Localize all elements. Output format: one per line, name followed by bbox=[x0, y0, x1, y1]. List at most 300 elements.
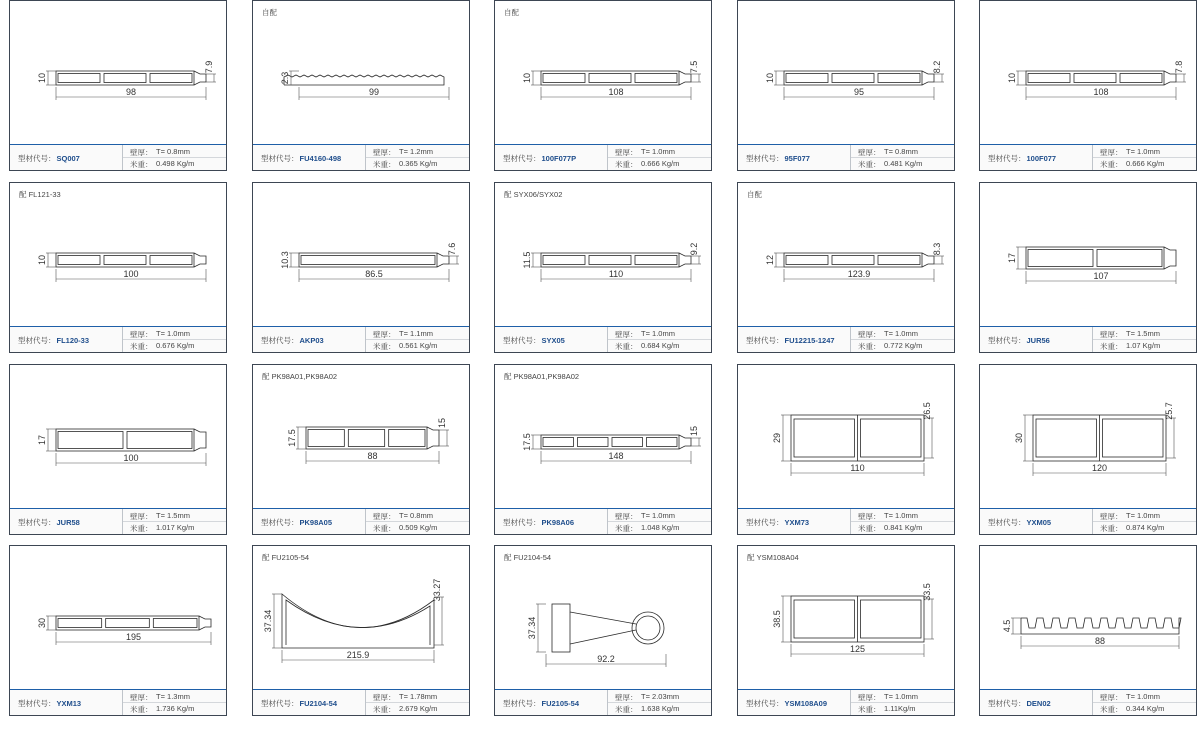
weight-label: 米重： bbox=[858, 705, 881, 714]
weight-row bbox=[123, 339, 226, 351]
right-height-label: 33.27 bbox=[432, 578, 442, 602]
profile-card bbox=[252, 545, 470, 716]
code-label: 型材代号： bbox=[746, 518, 784, 527]
profile-note: 配 SYX06/SYX02 bbox=[504, 190, 563, 199]
thickness-label: 壁厚： bbox=[373, 512, 396, 521]
profile-spec-bar bbox=[495, 689, 711, 715]
weight-label: 米重： bbox=[373, 342, 396, 351]
weight-row bbox=[1093, 339, 1196, 351]
weight-value: 1.638 Kg/m bbox=[641, 704, 680, 713]
profile-drawing bbox=[11, 383, 225, 509]
profile-section-outline bbox=[541, 253, 691, 267]
profile-drawing bbox=[496, 564, 710, 690]
left-height-dimension bbox=[1007, 247, 1026, 269]
left-height-label: 10 bbox=[1007, 72, 1017, 84]
profile-spec-bar bbox=[738, 508, 954, 534]
profile-code-cell bbox=[738, 509, 851, 534]
profile-section-outline bbox=[56, 429, 206, 451]
code-label: 型材代号： bbox=[988, 154, 1026, 163]
profile-code: PK98A06 bbox=[541, 518, 575, 527]
left-height-dimension bbox=[765, 71, 784, 85]
width-label: 92.2 bbox=[597, 654, 615, 664]
width-dimension bbox=[541, 269, 691, 282]
code-label: 型材代号： bbox=[988, 336, 1026, 345]
weight-value: 2.679 Kg/m bbox=[399, 704, 438, 713]
left-height-dimension bbox=[522, 71, 541, 85]
profile-card bbox=[494, 364, 712, 535]
profile-spec-bar bbox=[738, 144, 954, 170]
weight-label: 米重： bbox=[130, 160, 153, 169]
weight-value: 0.498 Kg/m bbox=[156, 159, 195, 168]
left-height-dimension bbox=[1002, 618, 1021, 634]
profile-section-outline bbox=[282, 594, 434, 648]
profile-spec-bar bbox=[253, 689, 469, 715]
width-label: 86.5 bbox=[365, 269, 383, 279]
code-label: 型材代号： bbox=[988, 699, 1026, 708]
code-label: 型材代号： bbox=[18, 699, 56, 708]
profile-section-outline bbox=[791, 415, 924, 461]
profile-note: 自配 bbox=[262, 8, 277, 17]
profile-drawing bbox=[739, 383, 953, 509]
left-height-label: 10 bbox=[37, 254, 47, 266]
thickness-value: T= 1.0mm bbox=[884, 511, 918, 520]
right-height-label: 7.9 bbox=[204, 60, 214, 74]
code-label: 型材代号： bbox=[746, 699, 784, 708]
profile-code: YXM73 bbox=[784, 518, 810, 527]
weight-value: 1.11Kg/m bbox=[884, 704, 916, 713]
thickness-label: 壁厚： bbox=[373, 148, 396, 157]
thickness-value: T= 1.0mm bbox=[1126, 511, 1160, 520]
left-height-dimension bbox=[522, 252, 541, 269]
left-height-dimension bbox=[37, 429, 56, 451]
left-height-label: 29 bbox=[772, 432, 782, 444]
width-dimension bbox=[1033, 463, 1166, 476]
thickness-value: T= 1.0mm bbox=[884, 692, 918, 701]
profile-code-cell bbox=[738, 327, 851, 352]
left-height-label: 37.34 bbox=[263, 609, 273, 633]
code-label: 型材代号： bbox=[503, 154, 541, 163]
weight-value: 0.481 Kg/m bbox=[884, 159, 923, 168]
code-label: 型材代号： bbox=[18, 154, 56, 163]
profile-spec-bar bbox=[980, 144, 1196, 170]
profile-code-cell bbox=[495, 690, 608, 715]
thickness-value: T= 1.0mm bbox=[641, 511, 675, 520]
left-height-label: 17.5 bbox=[287, 429, 297, 447]
profile-card bbox=[979, 182, 1197, 353]
profile-note: 配 PK98A01,PK98A02 bbox=[504, 372, 580, 381]
width-dimension bbox=[541, 87, 691, 100]
thickness-label: 壁厚： bbox=[858, 330, 881, 339]
profile-card bbox=[737, 364, 955, 535]
left-height-label: 10 bbox=[37, 72, 47, 84]
thickness-label: 壁厚： bbox=[373, 693, 396, 702]
code-label: 型材代号： bbox=[746, 336, 784, 345]
profile-code: JUR56 bbox=[1026, 336, 1050, 345]
profile-code: 100F077P bbox=[541, 154, 577, 163]
width-dimension bbox=[784, 269, 934, 282]
weight-row bbox=[1093, 521, 1196, 533]
profile-drawing bbox=[11, 19, 225, 145]
width-label: 88 bbox=[367, 451, 378, 461]
profile-note: 自配 bbox=[747, 190, 762, 199]
weight-label: 米重： bbox=[130, 342, 153, 351]
weight-label: 米重： bbox=[858, 524, 881, 533]
weight-row bbox=[366, 702, 469, 714]
thickness-label: 壁厚： bbox=[858, 148, 881, 157]
profile-code: DEN02 bbox=[1026, 699, 1051, 708]
left-height-label: 30 bbox=[37, 617, 47, 629]
weight-label: 米重： bbox=[858, 160, 881, 169]
profile-note: 自配 bbox=[504, 8, 519, 17]
weight-value: 0.666 Kg/m bbox=[641, 159, 680, 168]
weight-value: 0.344 Kg/m bbox=[1126, 704, 1165, 713]
weight-row bbox=[366, 339, 469, 351]
profile-drawing bbox=[254, 564, 468, 690]
weight-label: 米重： bbox=[373, 160, 396, 169]
weight-label: 米重： bbox=[615, 160, 638, 169]
right-height-label: 8.3 bbox=[932, 242, 942, 256]
profile-drawing bbox=[981, 564, 1195, 690]
profile-code-cell bbox=[253, 145, 366, 170]
thickness-value: T= 1.0mm bbox=[1126, 692, 1160, 701]
thickness-value: T= 1.3mm bbox=[156, 692, 190, 701]
left-height-label: 17.5 bbox=[522, 433, 532, 451]
weight-label: 米重： bbox=[1100, 705, 1123, 714]
width-dimension bbox=[791, 463, 924, 476]
weight-value: 0.509 Kg/m bbox=[399, 523, 438, 532]
weight-label: 米重： bbox=[615, 342, 638, 351]
left-height-label: 10 bbox=[522, 72, 532, 84]
profile-card bbox=[979, 0, 1197, 171]
weight-row bbox=[851, 521, 954, 533]
profile-code: SQ007 bbox=[56, 154, 80, 163]
profile-note: 配 FU2105-54 bbox=[262, 553, 310, 562]
left-height-dimension bbox=[772, 415, 791, 461]
profile-code-cell bbox=[980, 145, 1093, 170]
profile-code: 100F077 bbox=[1026, 154, 1057, 163]
profile-drawing bbox=[739, 201, 953, 327]
profile-card bbox=[252, 182, 470, 353]
right-height-label: 7.5 bbox=[689, 60, 699, 74]
profile-section-outline bbox=[784, 253, 934, 267]
weight-value: 1.017 Kg/m bbox=[156, 523, 195, 532]
profile-code-cell bbox=[738, 145, 851, 170]
profile-code-cell bbox=[10, 145, 123, 170]
profile-spec-bar bbox=[10, 326, 226, 352]
profile-section-outline bbox=[56, 616, 211, 630]
left-height-label: 37.34 bbox=[527, 616, 537, 640]
profile-spec-bar bbox=[980, 326, 1196, 352]
profile-section-outline bbox=[56, 71, 206, 85]
weight-row bbox=[608, 521, 711, 533]
weight-row bbox=[608, 702, 711, 714]
thickness-label: 壁厚： bbox=[858, 512, 881, 521]
thickness-label: 壁厚： bbox=[858, 693, 881, 702]
profile-spec-bar bbox=[253, 508, 469, 534]
profile-section-outline bbox=[299, 253, 449, 267]
weight-label: 米重： bbox=[373, 705, 396, 714]
width-dimension bbox=[1026, 271, 1176, 284]
thickness-label: 壁厚： bbox=[373, 330, 396, 339]
width-dimension bbox=[299, 87, 449, 100]
weight-value: 0.676 Kg/m bbox=[156, 341, 195, 350]
thickness-label: 壁厚： bbox=[130, 693, 153, 702]
thickness-value: T= 0.8mm bbox=[399, 511, 433, 520]
profile-section-outline bbox=[1033, 415, 1166, 461]
profile-note: 配 FU2104-54 bbox=[504, 553, 552, 562]
weight-value: 0.684 Kg/m bbox=[641, 341, 680, 350]
width-dimension bbox=[1021, 636, 1179, 649]
profile-drawing bbox=[496, 383, 710, 509]
left-height-dimension bbox=[765, 253, 784, 267]
profile-code: SYX05 bbox=[541, 336, 565, 345]
code-label: 型材代号： bbox=[261, 336, 299, 345]
profile-code-cell bbox=[10, 509, 123, 534]
profile-spec-bar bbox=[10, 508, 226, 534]
right-height-label: 15 bbox=[689, 425, 699, 437]
width-label: 100 bbox=[123, 269, 139, 279]
profile-spec-bar bbox=[10, 144, 226, 170]
code-label: 型材代号： bbox=[988, 518, 1026, 527]
profile-spec-bar bbox=[495, 508, 711, 534]
profile-card bbox=[252, 364, 470, 535]
left-height-dimension bbox=[37, 616, 56, 630]
profile-card bbox=[494, 0, 712, 171]
left-height-dimension bbox=[527, 604, 546, 652]
profile-section-outline bbox=[1026, 247, 1176, 269]
weight-label: 米重： bbox=[615, 705, 638, 714]
width-label: 110 bbox=[608, 269, 624, 279]
profile-code: AKP03 bbox=[299, 336, 324, 345]
code-label: 型材代号： bbox=[261, 154, 299, 163]
left-height-dimension bbox=[772, 596, 791, 642]
width-label: 215.9 bbox=[346, 650, 370, 660]
profile-code-cell bbox=[253, 509, 366, 534]
profile-spec-bar bbox=[495, 144, 711, 170]
left-height-dimension bbox=[280, 71, 299, 85]
thickness-value: T= 1.0mm bbox=[156, 329, 190, 338]
thickness-value: T= 1.2mm bbox=[399, 147, 433, 156]
left-height-label: 11.5 bbox=[522, 251, 532, 269]
width-label: 123.9 bbox=[847, 269, 871, 279]
left-height-label: 12 bbox=[765, 254, 775, 266]
profile-card bbox=[494, 182, 712, 353]
profile-section-outline bbox=[552, 604, 664, 652]
left-height-label: 38.5 bbox=[772, 610, 782, 628]
thickness-value: T= 2.03mm bbox=[641, 692, 680, 701]
profile-code: YXM13 bbox=[56, 699, 82, 708]
profile-section-outline bbox=[306, 427, 439, 449]
profile-card bbox=[494, 545, 712, 716]
profile-note: 配 FL121-33 bbox=[19, 190, 61, 199]
width-label: 98 bbox=[125, 87, 137, 97]
profile-spec-bar bbox=[980, 508, 1196, 534]
profile-drawing bbox=[11, 201, 225, 327]
thickness-label: 壁厚： bbox=[1100, 330, 1123, 339]
width-label: 100 bbox=[123, 453, 139, 463]
weight-value: 0.561 Kg/m bbox=[399, 341, 438, 350]
weight-row bbox=[123, 157, 226, 169]
code-label: 型材代号： bbox=[746, 154, 784, 163]
thickness-label: 壁厚： bbox=[1100, 512, 1123, 521]
profile-code: FU2105-54 bbox=[541, 699, 580, 708]
right-height-label: 7.6 bbox=[447, 242, 457, 256]
weight-row bbox=[608, 157, 711, 169]
left-height-dimension bbox=[37, 253, 56, 267]
weight-label: 米重： bbox=[1100, 160, 1123, 169]
width-dimension bbox=[56, 453, 206, 466]
code-label: 型材代号： bbox=[503, 518, 541, 527]
profile-card bbox=[9, 0, 227, 171]
code-label: 型材代号： bbox=[18, 336, 56, 345]
profile-code: FU4160-498 bbox=[299, 154, 342, 163]
weight-label: 米重： bbox=[1100, 342, 1123, 351]
profile-drawing bbox=[981, 201, 1195, 327]
profile-spec-bar bbox=[738, 326, 954, 352]
profile-code-cell bbox=[738, 690, 851, 715]
profile-card bbox=[9, 364, 227, 535]
width-label: 108 bbox=[1093, 87, 1109, 97]
thickness-value: T= 1.0mm bbox=[1126, 147, 1160, 156]
thickness-label: 壁厚： bbox=[615, 693, 638, 702]
thickness-label: 壁厚： bbox=[1100, 148, 1123, 157]
weight-value: 0.772 Kg/m bbox=[884, 341, 923, 350]
profile-section-outline bbox=[541, 435, 691, 449]
profile-drawing bbox=[496, 201, 710, 327]
profile-card bbox=[252, 0, 470, 171]
thickness-label: 壁厚： bbox=[130, 148, 153, 157]
profile-card bbox=[737, 0, 955, 171]
profile-code-cell bbox=[10, 327, 123, 352]
profile-drawing bbox=[981, 383, 1195, 509]
profile-drawing bbox=[254, 383, 468, 509]
profile-note: 配 YSM108A04 bbox=[747, 553, 799, 562]
weight-row bbox=[123, 702, 226, 714]
profile-code-cell bbox=[980, 327, 1093, 352]
left-height-label: 2.3 bbox=[280, 71, 290, 85]
width-label: 99 bbox=[368, 87, 380, 97]
weight-label: 米重： bbox=[130, 705, 153, 714]
weight-value: 0.874 Kg/m bbox=[1126, 523, 1165, 532]
width-label: 148 bbox=[608, 451, 624, 461]
profile-code-cell bbox=[253, 690, 366, 715]
weight-value: 1.736 Kg/m bbox=[156, 704, 195, 713]
profile-spec-bar bbox=[10, 689, 226, 715]
left-height-dimension bbox=[37, 71, 56, 85]
profile-card bbox=[737, 182, 955, 353]
profile-section-outline bbox=[1021, 618, 1181, 634]
profile-code: YSM108A09 bbox=[784, 699, 828, 708]
profile-drawing bbox=[739, 564, 953, 690]
thickness-value: T= 1.0mm bbox=[641, 329, 675, 338]
profile-drawing bbox=[496, 19, 710, 145]
width-dimension bbox=[541, 451, 691, 464]
left-height-dimension bbox=[287, 427, 306, 449]
thickness-label: 壁厚： bbox=[615, 330, 638, 339]
profile-drawing bbox=[739, 19, 953, 145]
weight-value: 1.048 Kg/m bbox=[641, 523, 680, 532]
width-label: 125 bbox=[849, 644, 866, 654]
profile-code: FU2104-54 bbox=[299, 699, 338, 708]
profile-card bbox=[979, 545, 1197, 716]
left-height-dimension bbox=[522, 433, 541, 451]
profile-drawing bbox=[11, 564, 225, 690]
thickness-value: T= 1.1mm bbox=[399, 329, 433, 338]
width-dimension bbox=[56, 632, 211, 645]
thickness-value: T= 1.0mm bbox=[641, 147, 675, 156]
profile-card bbox=[737, 545, 955, 716]
weight-row bbox=[1093, 702, 1196, 714]
profile-drawing bbox=[981, 19, 1195, 145]
profile-spec-bar bbox=[253, 326, 469, 352]
weight-row bbox=[851, 702, 954, 714]
profile-spec-bar bbox=[980, 689, 1196, 715]
profile-code-cell bbox=[495, 509, 608, 534]
profile-section-outline bbox=[784, 71, 934, 85]
thickness-label: 壁厚： bbox=[130, 330, 153, 339]
left-height-label: 17 bbox=[1007, 252, 1017, 264]
right-height-label: 33.5 bbox=[922, 583, 932, 601]
profile-code-cell bbox=[980, 509, 1093, 534]
profile-section-outline bbox=[284, 75, 444, 85]
right-height-label: 15 bbox=[437, 417, 447, 429]
width-label: 110 bbox=[850, 463, 865, 473]
width-label: 88 bbox=[1094, 636, 1106, 646]
right-height-label: 8.2 bbox=[932, 60, 942, 74]
thickness-value: T= 1.5mm bbox=[1126, 329, 1160, 338]
weight-row bbox=[366, 157, 469, 169]
weight-value: 1.07 Kg/m bbox=[1126, 341, 1161, 350]
profile-code: PK98A05 bbox=[299, 518, 333, 527]
thickness-label: 壁厚： bbox=[615, 512, 638, 521]
profile-code-cell bbox=[495, 327, 608, 352]
profile-spec-bar bbox=[253, 144, 469, 170]
left-height-dimension bbox=[263, 594, 282, 648]
profile-spec-bar bbox=[738, 689, 954, 715]
weight-row bbox=[851, 157, 954, 169]
profile-code-cell bbox=[495, 145, 608, 170]
left-height-label: 10.3 bbox=[280, 251, 290, 269]
code-label: 型材代号： bbox=[503, 699, 541, 708]
right-height-label: 9.2 bbox=[689, 242, 699, 256]
profile-drawing bbox=[254, 19, 468, 145]
thickness-label: 壁厚： bbox=[1100, 693, 1123, 702]
width-dimension bbox=[1026, 87, 1176, 100]
profile-section-outline bbox=[1026, 71, 1176, 85]
right-height-label: 26.5 bbox=[922, 402, 932, 420]
weight-value: 0.365 Kg/m bbox=[399, 159, 438, 168]
weight-value: 0.841 Kg/m bbox=[884, 523, 923, 532]
width-dimension bbox=[282, 650, 434, 663]
thickness-label: 壁厚： bbox=[615, 148, 638, 157]
width-dimension bbox=[56, 269, 206, 282]
profile-code: JUR58 bbox=[56, 518, 80, 527]
width-label: 95 bbox=[853, 87, 865, 97]
width-dimension bbox=[299, 269, 449, 282]
code-label: 型材代号： bbox=[503, 336, 541, 345]
weight-value: 0.666 Kg/m bbox=[1126, 159, 1165, 168]
profile-code-cell bbox=[10, 690, 123, 715]
left-height-dimension bbox=[1007, 71, 1026, 85]
left-height-label: 10 bbox=[765, 72, 775, 84]
right-height-label: 25.7 bbox=[1164, 402, 1174, 420]
left-height-label: 30 bbox=[1014, 432, 1024, 444]
thickness-value: T= 0.8mm bbox=[884, 147, 918, 156]
width-dimension bbox=[784, 87, 934, 100]
profile-code: 95F077 bbox=[784, 154, 810, 163]
profile-code: YXM05 bbox=[1026, 518, 1052, 527]
weight-row bbox=[366, 521, 469, 533]
